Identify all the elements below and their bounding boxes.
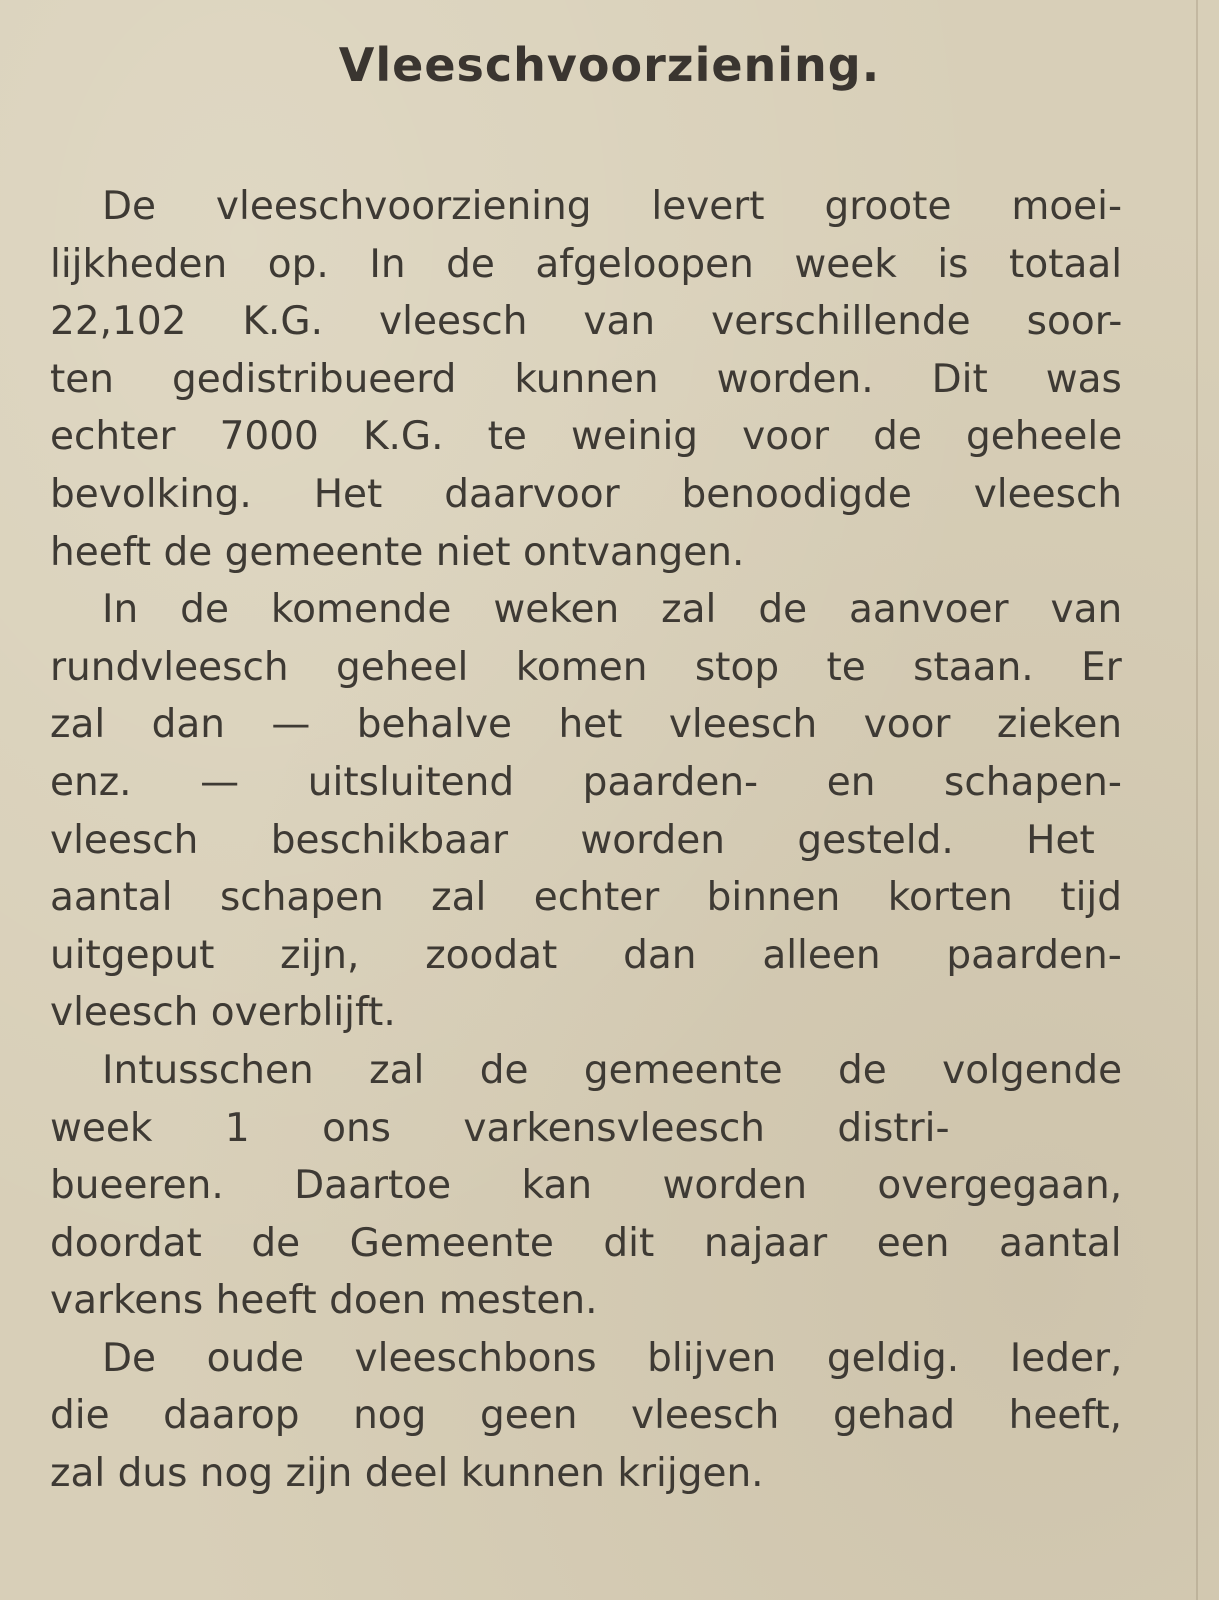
article-line: doordat de Gemeente dit najaar een aantal (50, 1220, 1122, 1266)
article-body (50, 178, 1122, 1503)
article-line: vleesch beschikbaar worden gesteld. Het (50, 817, 1095, 863)
article-line: In de komende weken zal de aanvoer van (102, 587, 1123, 633)
article-line: Intusschen zal de gemeente de volgende (102, 1047, 1123, 1093)
article-line: rundvleesch geheel komen stop te staan. Er (50, 644, 1122, 690)
article-line: lijkheden op. In de afgeloopen week is totaal (50, 241, 1123, 287)
article-line: aantal schapen zal echter binnen korten tijd (50, 875, 1122, 921)
paper-fold-line (1196, 0, 1198, 1600)
article-paragraph-2 (50, 581, 1122, 1042)
article-line: zal dan — behalve het vleesch voor zieken (50, 702, 1123, 748)
article-line: vleesch overblijft. (50, 990, 396, 1036)
article-paragraph-3 (50, 1042, 1122, 1330)
article-line: varkens heeft doen mesten. (50, 1278, 598, 1324)
article-line: ten gedistribueerd kunnen worden. Dit was (50, 356, 1122, 402)
article-line: bueeren. Daartoe kan worden overgegaan, (50, 1163, 1123, 1209)
article-line: 22,102 K.G. vleesch van verschillende soor- (50, 299, 1123, 345)
article-paragraph-4 (50, 1330, 1122, 1503)
article-line: echter 7000 K.G. te weinig voor de geheele (50, 414, 1123, 460)
article-line: uitgeput zijn, zoodat dan alleen paarden- (50, 932, 1122, 978)
article-line: De oude vleeschbons blijven geldig. Ieder, (102, 1335, 1123, 1381)
article-title: Vleeschvoorziening. (338, 38, 881, 92)
article-line: De vleeschvoorziening levert groote moei- (102, 184, 1123, 229)
article-line: enz. — uitsluitend paarden- en schapen- (50, 759, 1122, 805)
article-line: heeft de gemeente niet ontvangen. (50, 529, 745, 575)
article-paragraph-1 (50, 178, 1122, 581)
article-line: die daarop nog geen vleesch gehad heeft, (50, 1393, 1123, 1439)
article-line: bevolking. Het daarvoor benoodigde vleesch (50, 471, 1123, 517)
article-line: zal dus nog zijn deel kunnen krijgen. (50, 1451, 764, 1497)
article-line: week 1 ons varkensvleesch distri- (50, 1105, 950, 1151)
